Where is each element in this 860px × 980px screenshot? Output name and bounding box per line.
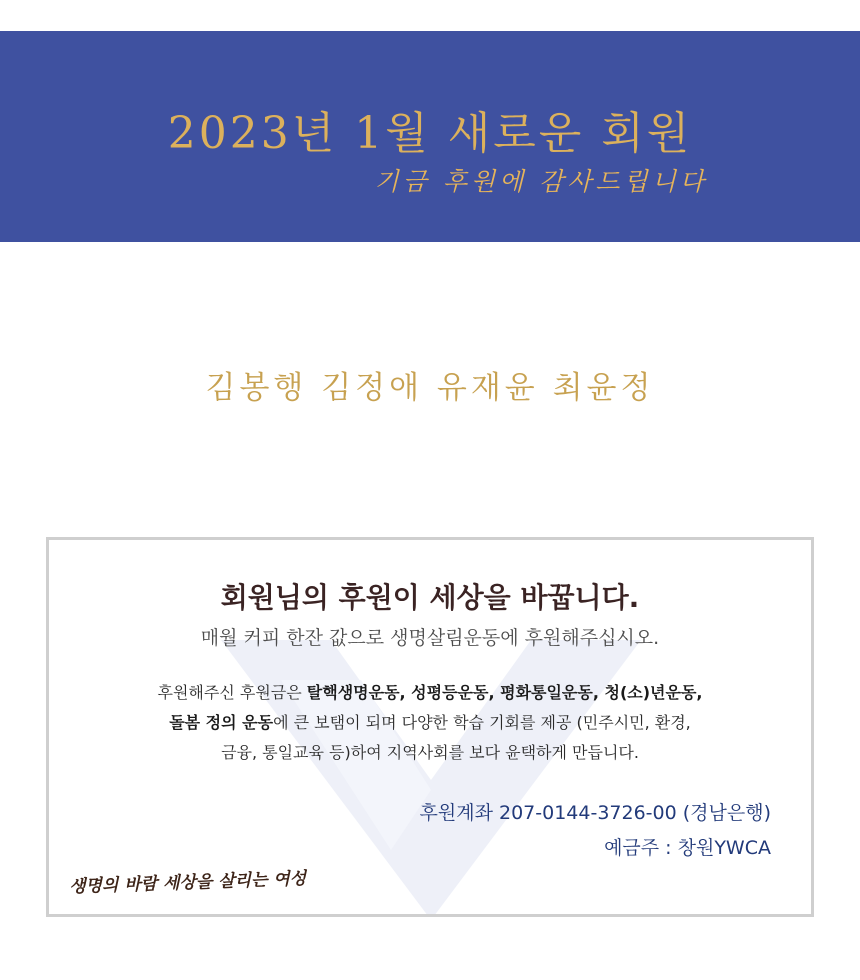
support-headline: 회원님의 후원이 세상을 바꿉니다. bbox=[220, 581, 640, 614]
support-info-box bbox=[46, 537, 814, 917]
description-line-3: 금융, 통일교육 등)하여 지역사회를 보다 윤택하게 만듭니다. bbox=[221, 743, 639, 762]
description-line-1: 후원해주신 후원금은 탈핵생명운동, 성평등운동, 평화통일운동, 청(소)년운동, bbox=[157, 683, 703, 702]
support-description bbox=[49, 678, 811, 768]
description-line-2: 돌봄 정의 운동에 큰 보탬이 되며 다양한 학습 기회를 제공 (민주시민, 환경, bbox=[169, 713, 691, 732]
bank-account: 후원계좌 207-0144-3726-00 (경남은행) bbox=[419, 802, 771, 824]
new-members-list: 김봉행 김정애 유재윤 최윤정 bbox=[205, 370, 655, 406]
account-holder: 예금주 : 창원YWCA bbox=[604, 837, 771, 859]
header-banner bbox=[0, 31, 860, 242]
page-title: 2023년 1월 새로운 회원 bbox=[167, 108, 693, 159]
support-lead: 매월 커피 한잔 값으로 생명살림운동에 후원해주십시오. bbox=[200, 627, 660, 649]
slogan-text: 생명의 바람 세상을 살리는 여성 bbox=[68, 868, 307, 898]
page-subtitle: 기금 후원에 감사드립니다 bbox=[374, 167, 708, 196]
